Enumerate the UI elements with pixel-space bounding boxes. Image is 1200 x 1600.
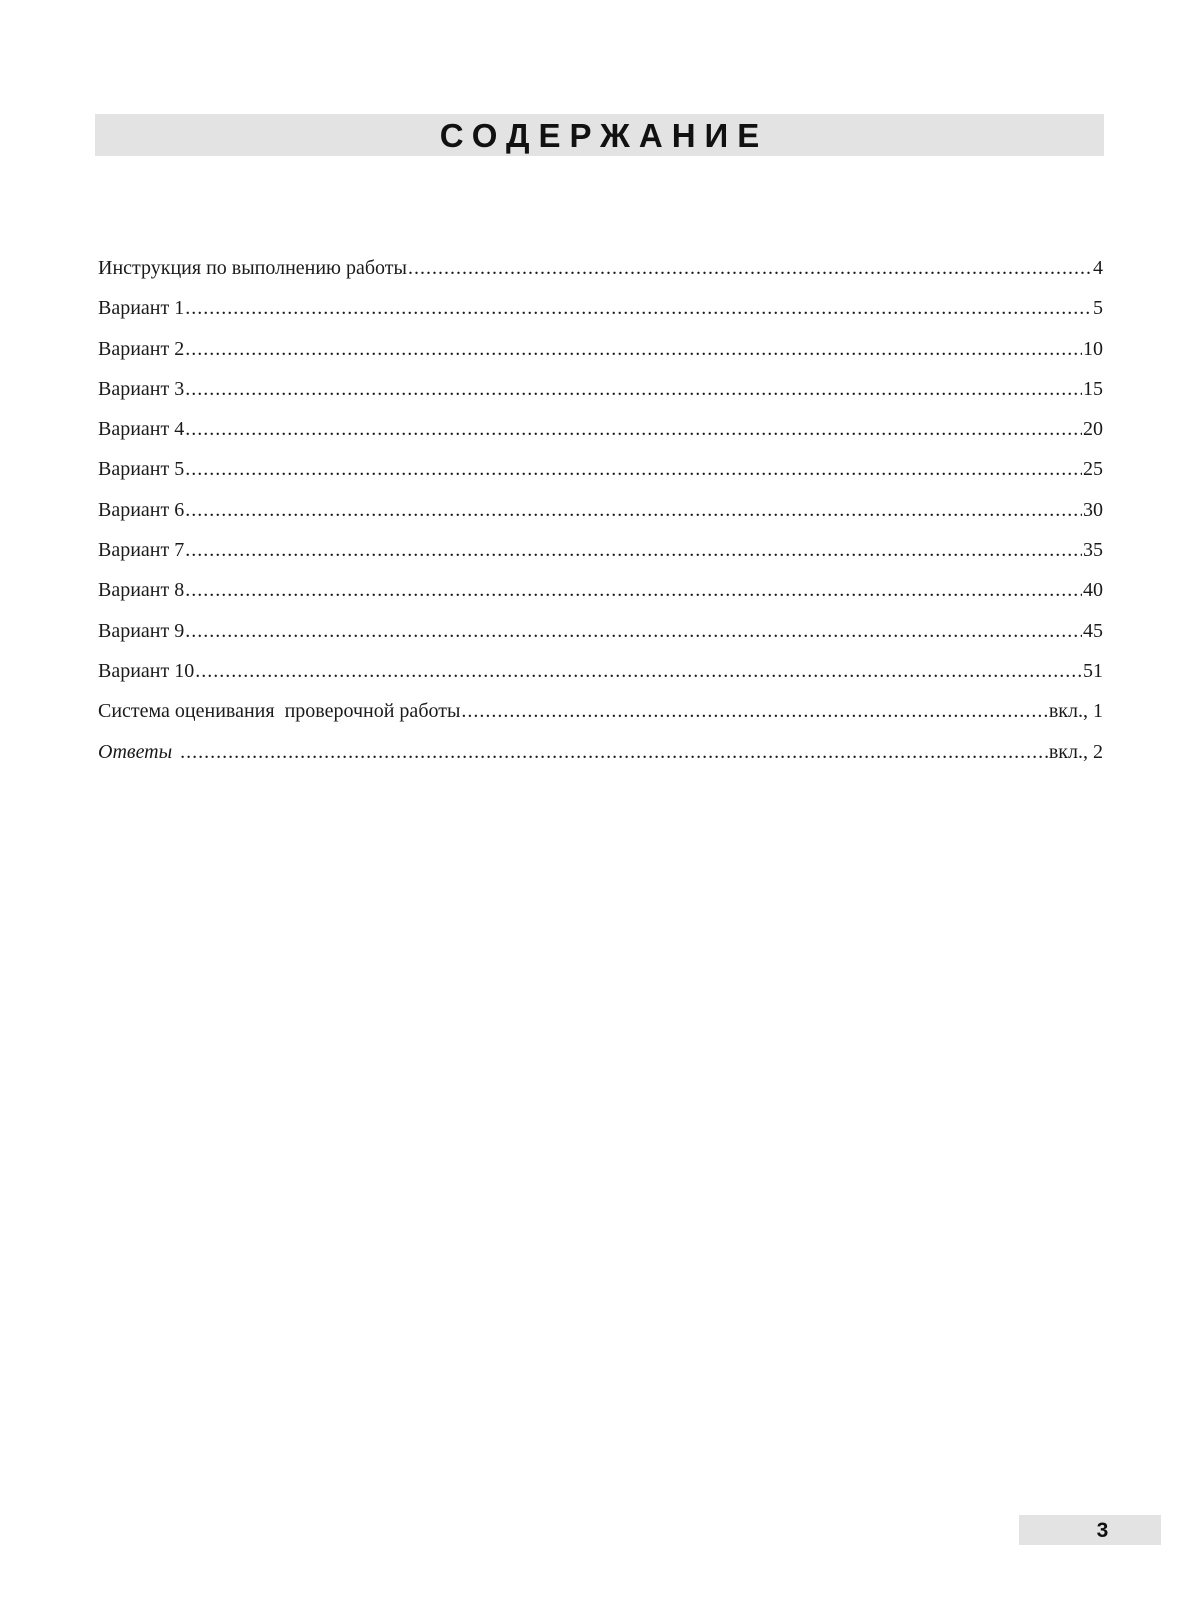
toc-entry-page: 40 <box>1083 579 1103 602</box>
toc-entry-label: Вариант 5 <box>98 458 185 481</box>
toc-entry-answers[interactable] <box>98 742 1103 782</box>
toc-entry-label: Вариант 3 <box>98 377 185 400</box>
page-title: СОДЕРЖАНИЕ <box>439 116 769 154</box>
toc-entry-label: Вариант 10 <box>98 659 195 682</box>
toc-entry-page: 25 <box>1083 458 1103 481</box>
dot-leader <box>195 661 1082 681</box>
toc-entry-variant-1[interactable] <box>98 298 1103 338</box>
page-number: 3 <box>1096 1518 1109 1542</box>
toc-entry-page: 15 <box>1083 377 1103 400</box>
dot-leader <box>180 742 1048 762</box>
dot-leader <box>185 621 1082 641</box>
toc-entry-page: 35 <box>1083 539 1103 562</box>
toc-entry-label: Вариант 6 <box>98 498 185 521</box>
dot-leader <box>461 701 1047 721</box>
table-of-contents <box>98 258 1103 782</box>
title-banner <box>95 114 1104 156</box>
toc-entry-page: 20 <box>1083 418 1103 441</box>
dot-leader <box>185 419 1082 439</box>
dot-leader <box>185 540 1082 560</box>
toc-entry-variant-5[interactable] <box>98 459 1103 499</box>
toc-entry-page: 10 <box>1083 337 1103 360</box>
toc-entry-page: вкл., 1 <box>1048 700 1103 723</box>
page-number-box <box>1019 1515 1161 1545</box>
toc-entry-label: Инструкция по выполнению работы <box>98 257 407 279</box>
toc-entry-label: Вариант 7 <box>98 539 185 562</box>
toc-entry-variant-3[interactable] <box>98 379 1103 419</box>
toc-entry-label: Вариант 2 <box>98 337 185 360</box>
toc-entry-grading-system[interactable] <box>98 701 1103 741</box>
dot-leader <box>185 459 1082 479</box>
dot-leader <box>408 258 1092 278</box>
dot-leader <box>185 298 1092 318</box>
toc-entry-variant-9[interactable] <box>98 621 1103 661</box>
toc-entry-page: вкл., 2 <box>1048 740 1103 763</box>
toc-entry-variant-10[interactable] <box>98 661 1103 701</box>
toc-entry-label: Система оценивания проверочной работы <box>98 700 461 723</box>
dot-leader <box>185 339 1082 359</box>
dot-leader <box>185 580 1082 600</box>
toc-entry-variant-7[interactable] <box>98 540 1103 580</box>
toc-entry-variant-2[interactable] <box>98 339 1103 379</box>
toc-entry-label: Вариант 9 <box>98 619 185 642</box>
toc-entry-label: Вариант 1 <box>98 297 185 320</box>
toc-entry-label: Вариант 8 <box>98 579 185 602</box>
dot-leader <box>185 500 1082 520</box>
toc-entry-page: 4 <box>1093 257 1103 279</box>
toc-entry-page: 51 <box>1083 659 1103 682</box>
toc-entry-page: 5 <box>1093 297 1103 320</box>
dot-leader <box>185 379 1082 399</box>
toc-entry-variant-4[interactable] <box>98 419 1103 459</box>
toc-entry-page: 30 <box>1083 498 1103 521</box>
toc-entry-page: 45 <box>1083 619 1103 642</box>
toc-entry-instructions[interactable] <box>98 258 1103 298</box>
toc-entry-variant-8[interactable] <box>98 580 1103 620</box>
toc-entry-variant-6[interactable] <box>98 500 1103 540</box>
toc-entry-label: Вариант 4 <box>98 418 185 441</box>
toc-entry-label: Ответы <box>98 740 173 763</box>
